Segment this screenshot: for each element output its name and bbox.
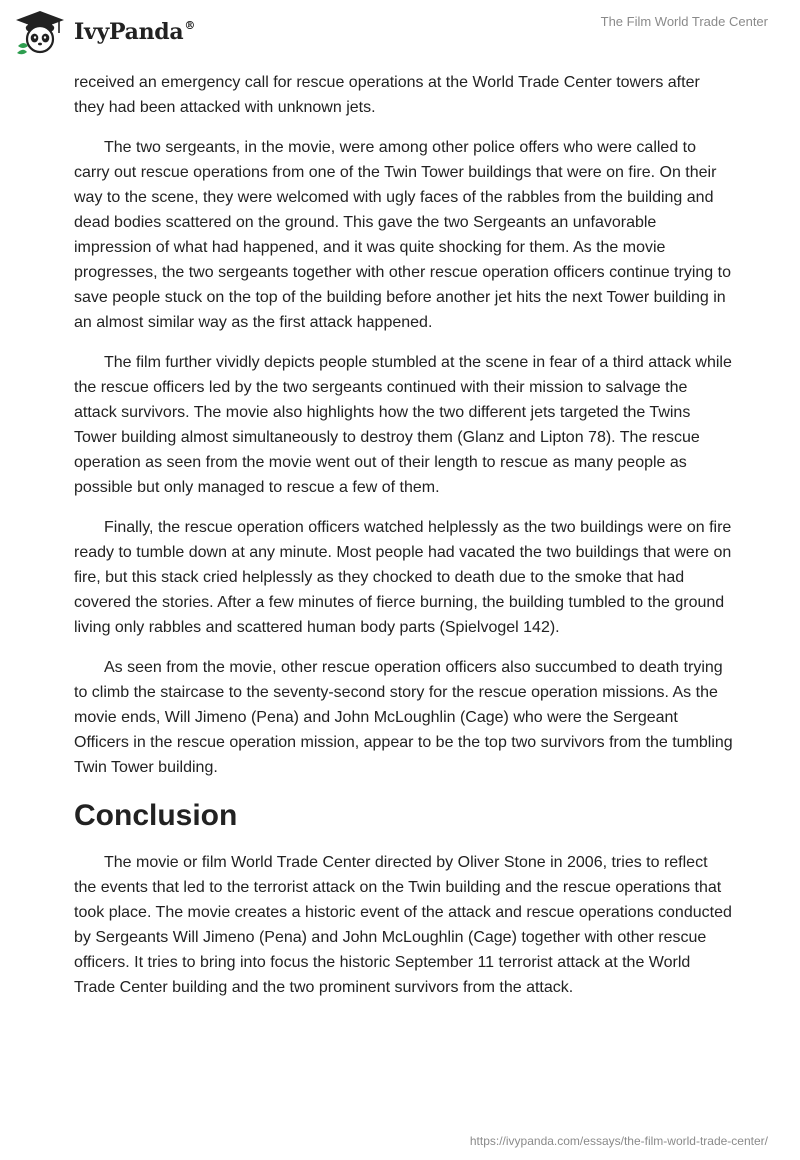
ivypanda-logo[interactable] <box>14 7 214 57</box>
source-url[interactable]: https://ivypanda.com/essays/the-film-world-trade-center/ <box>469 1134 768 1148</box>
paragraph: The film further vividly depicts people stumbled at the scene in fear of a third attack while the rescue officers led by the two sergeants continued with their mission to salvage the attack survivors. The movie also highlights how the two different jets targeted the Twins Tower building almost simultaneously to destroy them (Glanz and Lipton 78). The rescue operation as seen from the movie went out of their length to rescue as many people as possible but only managed to rescue a few of them. <box>74 354 732 496</box>
panda-graduate-icon <box>14 9 66 55</box>
paragraph: As seen from the movie, other rescue operation officers also succumbed to death trying to climb the staircase to the seventy-second story for the rescue operation missions. As the movie ends, Will Jimeno (Pena) and John McLoughlin (Cage) who were the Sergeant Officers in the rescue operation mission, appear to be the top two survivors from the tumbling Twin Tower building. <box>74 659 733 776</box>
registered-mark: ® <box>184 19 196 32</box>
document-title: The Film World Trade Center <box>600 14 768 29</box>
page-header <box>0 0 800 64</box>
paragraph: The two sergeants, in the movie, were among other police offers who were called to carry out rescue operations from one of the Twin Tower buildings that were on fire. On their way to the scene, they were welcomed with ugly faces of the rabbles from the building and dead bodies scattered on the ground. This gave the two Sergeants an unfavorable impression of what had happened, and it was quite shocking for them. As the movie progresses, the two sergeants together with other rescue operation officers continue trying to save people stuck on the top of the building before another jet hits the next Tower building in an almost similar way as the first attack happened. <box>74 139 731 331</box>
paragraph: Finally, the rescue operation officers watched helplessly as the two buildings were on fire ready to tumble down at any minute. Most people had vacated the two buildings that were on fire, but this stack cried helplessly as they chocked to death due to the smoke that had covered the stories. After a few minutes of fierce burning, the building tumbled to the ground living only rabbles and scattered human body parts (Spielvogel 142). <box>74 519 732 636</box>
conclusion-heading: Conclusion <box>74 799 238 832</box>
paragraph-continued: received an emergency call for rescue operations at the World Trade Center towers after they had been attacked with unknown jets. <box>74 74 700 116</box>
logo-wordmark: IvyPanda® <box>74 19 196 45</box>
essay-body <box>74 70 734 1015</box>
conclusion-paragraph: The movie or film World Trade Center directed by Oliver Stone in 2006, tries to reflect the events that led to the terrorist attack on the Twin building and the rescue operations that took place. The movie creates a historic event of the attack and rescue operations conducted by Sergeants Will Jimeno (Pena) and John McLoughlin (Cage) together with other rescue officers. It tries to bring into focus the historic September 11 terrorist attack at the World Trade Center building and the two prominent survivors from the attack. <box>74 854 732 996</box>
